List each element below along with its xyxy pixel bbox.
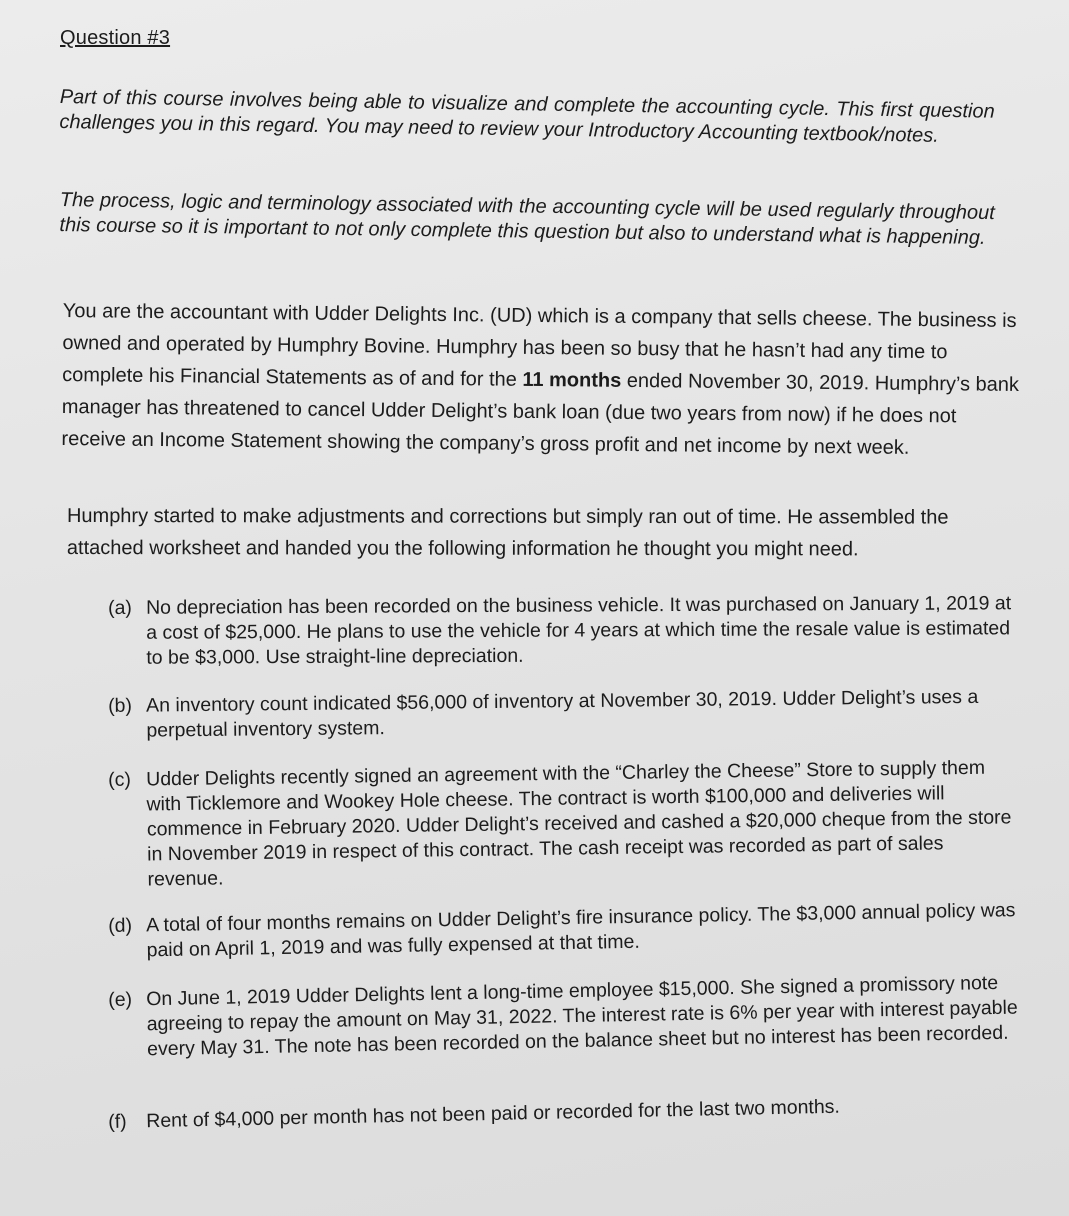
- item-text: A total of four months remains on Udder Delight’s fire insurance policy. The $3,000 annual policy was paid on April 1, 2019 and was fully expensed at that time.: [146, 899, 1016, 962]
- item-label: (d): [108, 914, 133, 937]
- intro-paragraph-1: Part of this course involves being able to visualize and complete the accounting cycle. This first question challenges you in this regard. You may need to review your Introductory Accounting textbook/notes.: [59, 85, 995, 147]
- scenario-paragraph-2: Humphry started to make adjustments and corrections but simply ran out of time. He assembled the attached worksheet and handed you the following information he thought you might need.: [66, 505, 949, 561]
- scenario-emphasis: 11 months: [522, 368, 622, 392]
- scenario-text-part-2: ended November 30, 2019. Humphry’s bank manager has threatened to cancel Udder Delight’s bank loan (due two years from now) if he does not receive an Income Statement showing the company’s gross profit and net income by next week.: [61, 369, 1020, 459]
- item-label: (c): [108, 768, 132, 791]
- question-title: Question #3: [60, 27, 171, 49]
- item-text: On June 1, 2019 Udder Delights lent a long-time employee $15,000. She signed a promissory note agreeing to repay the amount on May 31, 2022. The interest rate is 6% per year with interest payable every May 31. The note has been recorded on the balance sheet but no interest has been recorded.: [146, 971, 1018, 1061]
- list-item-e: [108, 971, 1019, 1063]
- item-text: Rent of $4,000 per month has not been paid or recorded for the last two months.: [146, 1095, 841, 1133]
- item-label: (b): [108, 694, 133, 717]
- list-item-f: [108, 1091, 1018, 1135]
- item-label: (f): [108, 1110, 127, 1133]
- list-item-d: [108, 898, 1019, 964]
- item-text: Udder Delights recently signed an agreement with the “Charley the Cheese” Store to supply them with Ticklemore and Wookey Hole cheese. The contract is worth $100,000 and deliveries will commence in February 2020. Udder Delight’s received and cashed a $20,000 cheque from the store in November 2019 in respect of this contract. The cash receipt was recorded as part of sales revenue.: [146, 756, 1012, 891]
- item-label: (a): [108, 596, 132, 619]
- item-text: No depreciation has been recorded on the business vehicle. It was purchased on January 1, 2019 at a cost of $25,000. He plans to use the vehicle for 4 years at which time the resale value is estimated to be $3,000. Use straight-line depreciation.: [146, 592, 1012, 669]
- scenario-text-part-1: You are the accountant with Udder Delights Inc. (UD) which is a company that sells cheese. The business is owned and operated by Humphry Bovine. Humphry has been so busy that he hasn’t had any time to complete his Financial Statements as of and for the: [62, 299, 1017, 391]
- list-item-c: [108, 755, 1020, 893]
- scenario-paragraph-1: [61, 295, 1023, 465]
- list-item-b: [108, 684, 1018, 744]
- item-label: (e): [108, 988, 133, 1011]
- list-item-a: [108, 591, 1018, 671]
- intro-paragraph-2: The process, logic and terminology associated with the accounting cycle will be used regularly throughout this course so it is important to not only complete this question but also to understand what is happening.: [59, 188, 995, 249]
- item-text: An inventory count indicated $56,000 of inventory at November 30, 2019. Udder Delight’s uses a perpetual inventory system.: [146, 685, 979, 742]
